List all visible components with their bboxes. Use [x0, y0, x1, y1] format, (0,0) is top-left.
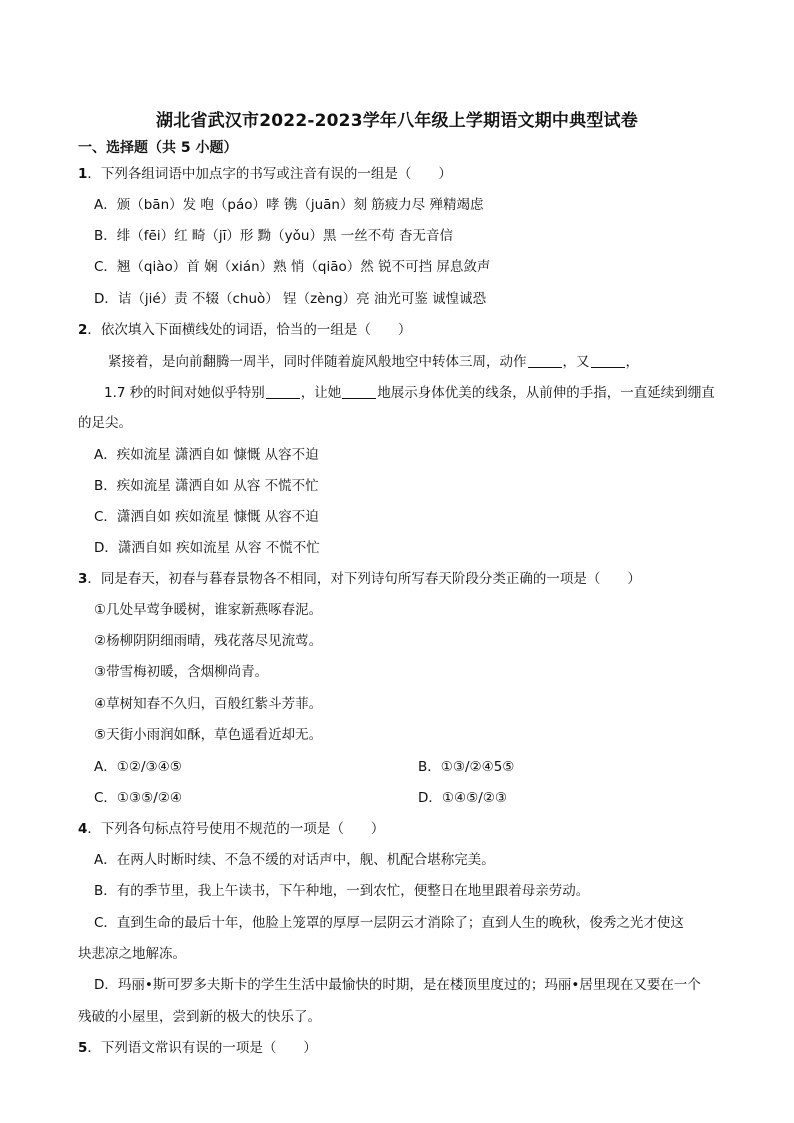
question-3-poem-line-5: ⑤天街小雨润如酥，草色遥看近却无。 — [94, 727, 323, 743]
question-1-option-a: A．颁（bān）发 咆（páo）哮 镌（juān）刻 筋疲力尽 殚精竭虑 — [94, 197, 484, 213]
question-2-option-b: B．疾如流星 潇洒自如 从容 不慌不忙 — [94, 478, 319, 494]
exam-title: 湖北省武汉市2022-2023学年八年级上学期语文期中典型试卷 — [156, 111, 638, 131]
question-text: ．下列各句标点符号使用不规范的一项是（ ） — [87, 821, 385, 837]
fill-blank — [591, 353, 625, 368]
passage-text: ，让她 — [300, 385, 342, 401]
question-2-option-d: D．潇洒自如 疾如流星 从容 不慌不忙 — [94, 540, 320, 556]
question-3-poem-line-2: ②杨柳阴阴细雨晴，残花落尽见流莺。 — [94, 633, 323, 649]
passage-text: 紧接着，是向前翻腾一周半，同时伴随着旋风般地空中转体三周，动作 — [108, 354, 527, 370]
question-2-passage-line-1 — [108, 353, 639, 371]
question-3-poem-line-3: ③带雪梅初暖，含烟柳尚青。 — [94, 664, 269, 680]
fill-blank — [528, 353, 562, 368]
question-text: ．下列各组词语中加点字的书写或注音有误的一组是（ ） — [87, 166, 452, 182]
question-4-option-d-line-1: D．玛丽•斯可罗多夫斯卡的学生生活中最愉快的时期，是在楼顶里度过的；玛丽•居里现在又要在一个 — [94, 977, 701, 993]
passage-text: 1.7 秒的时间对她似乎特别 — [104, 385, 265, 401]
question-4-option-c-line-2: 块悲凉之地解冻。 — [78, 946, 186, 962]
question-text: ．依次填入下面横线处的词语，恰当的一组是（ ） — [87, 322, 412, 338]
question-1-option-d: D．诘（jié）责 不辍（chuò） 锃（zèng）亮 油光可鉴 诚惶诚恐 — [94, 291, 487, 307]
question-number: 3 — [78, 571, 88, 587]
question-1-option-c: C．翘（qiào）首 娴（xián）熟 悄（qiāo）然 锐不可挡 屏息敛声 — [94, 259, 491, 275]
question-3-poem-line-4: ④草树知春不久归，百般红紫斗芳菲。 — [94, 696, 323, 712]
fill-blank — [266, 384, 300, 399]
question-4-stem — [78, 820, 384, 838]
question-3-poem-line-1: ①几处早莺争暖树，谁家新燕啄春泥。 — [94, 602, 323, 618]
question-2-option-c: C．潇洒自如 疾如流星 慷慨 从容不迫 — [94, 509, 319, 525]
question-4-option-d-line-2: 残破的小屋里，尝到新的极大的快乐了。 — [78, 1009, 321, 1025]
passage-text: ， — [625, 354, 639, 370]
question-text: ．同是春天，初春与暮春景物各不相同，对下列诗句所写春天阶段分类正确的一项是（ ） — [87, 571, 641, 587]
question-4-option-b: B．有的季节里，我上午读书，下午种地，一到农忙，便整日在地里跟着母亲劳动。 — [94, 883, 590, 899]
passage-text: ，又 — [562, 354, 590, 370]
question-5-stem — [78, 1039, 317, 1057]
question-text: ．下列语文常识有误的一项是（ ） — [87, 1040, 317, 1056]
question-2-stem — [78, 321, 411, 339]
question-number: 5 — [78, 1040, 88, 1056]
question-3-stem — [78, 570, 641, 588]
question-2-passage-line-3: 的足尖。 — [78, 415, 132, 431]
question-1-option-b: B．绯（fēi）红 畸（jī）形 黝（yǒu）黑 一丝不苟 杳无音信 — [94, 228, 454, 244]
fill-blank — [342, 384, 376, 399]
question-3-option-c: C．①③⑤/②④ — [94, 790, 182, 806]
question-4-option-a: A．在两人时断时续、不急不缓的对话声中，舰、机配合堪称完美。 — [94, 852, 495, 868]
question-2-passage-line-2 — [104, 384, 715, 402]
question-number: 4 — [78, 821, 88, 837]
question-3-option-b: B．①③/②④5⑤ — [418, 759, 515, 775]
question-1-stem — [78, 165, 452, 183]
question-3-option-a: A．①②/③④⑤ — [94, 759, 182, 775]
question-number: 2 — [78, 322, 88, 338]
question-number: 1 — [78, 166, 88, 182]
passage-text: 地展示身体优美的线条，从前伸的手指，一直延续到绷直 — [377, 385, 715, 401]
question-2-option-a: A．疾如流星 潇洒自如 慷慨 从容不迫 — [94, 447, 319, 463]
question-3-option-d: D．①④⑤/②③ — [418, 790, 507, 806]
section-heading-choice: 一、选择题（共 5 小题） — [78, 140, 238, 156]
question-4-option-c-line-1: C．直到生命的最后十年，他脸上笼罩的厚厚一层阴云才消除了；直到人生的晚秋，俊秀之光才使这 — [94, 915, 684, 931]
